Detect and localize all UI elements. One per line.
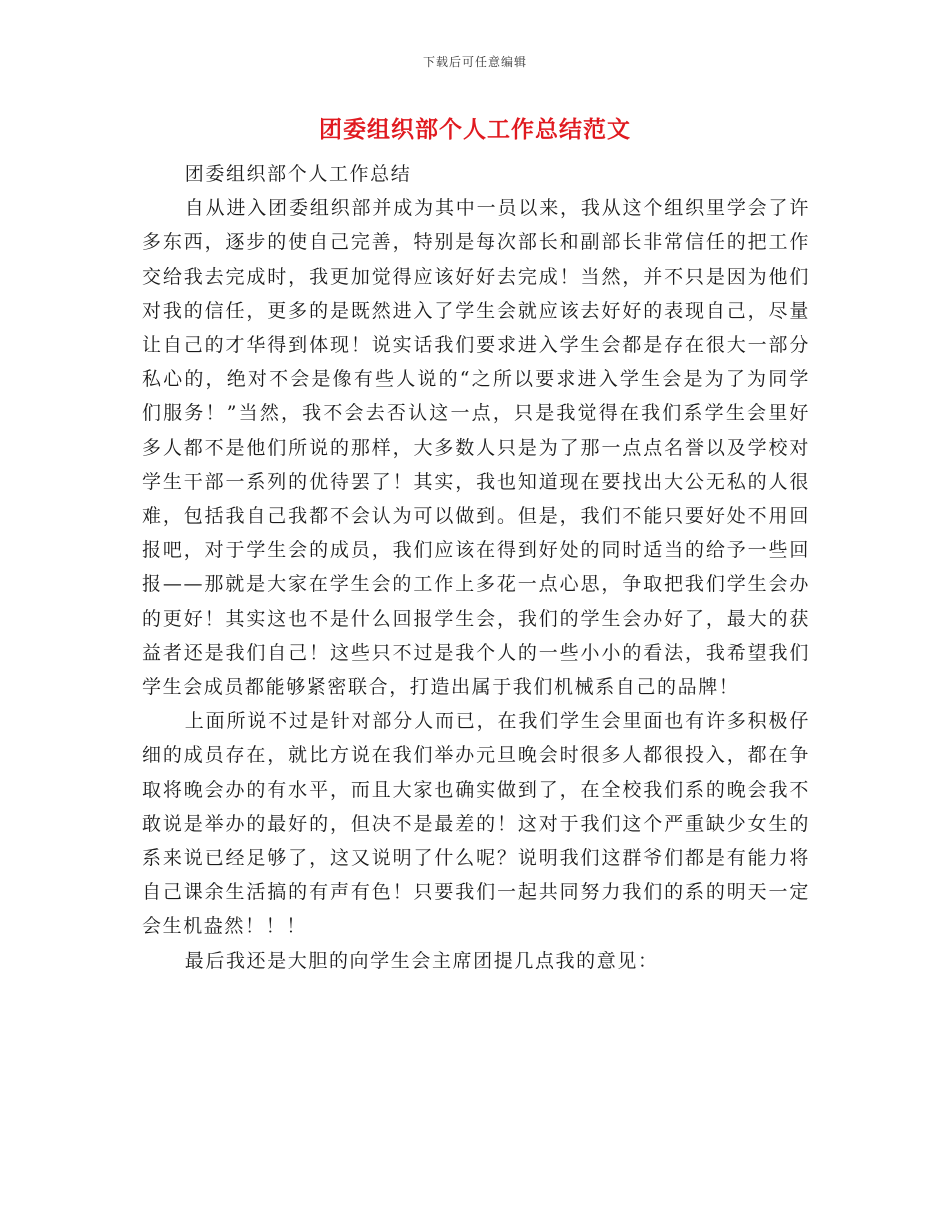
paragraph-1: 自从进入团委组织部并成为其中一员以来，我从这个组织里学会了许多东西，逐步的使自己完善，特别是每次部长和副部长非常信任的把工作交给我去完成时，我更加觉得应该好好去完成！当然，并不只是因为他们对我的信任，更多的是既然进入了学生会就应该去好好的表现自己，尽量让自己的才华得到体现！说实话我们要求进入学生会都是存在很大一部分私心的，绝对不会是像有些人说的“之所以要求进入学生会是为了为同学们服务！”当然，我不会去否认这一点，只是我觉得在我们系学生会里好多人都不是他们所说的那样，大多数人只是为了那一点点名誉以及学校对学生干部一系列的优待罢了！其实，我也知道现在要找出大公无私的人很难，包括我自己我都不会认为可以做到。但是，我们不能只要好处不用回报吧，对于学生会的成员，我们应该在得到好处的同时适当的给予一些回报——那就是大家在学生会的工作上多花一点心思，争取把我们学生会办的更好！其实这也不是什么回报学生会，我们的学生会办好了，最大的获益者还是我们自己！这些只不过是我个人的一些小小的看法，我希望我们学生会成员都能够紧密联合，打造出属于我们机械系自己的品牌！ xyxy=(142,197,810,699)
paragraph-2: 上面所说不过是针对部分人而已，在我们学生会里面也有许多积极仔细的成员存在，就比方说在我们举办元旦晚会时很多人都很投入，都在争取将晚会办的有水平，而且大家也确实做到了，在全校我们系的晚会我不敢说是举办的最好的，但决不是最差的！这对于我们这个严重缺少女生的系来说已经足够了，这又说明了什么呢？说明我们这群爷们都是有能力将自己课余生活搞的有声有色！只要我们一起共同努力我们的系的明天一定会生机盎然！！！ xyxy=(142,710,810,938)
paragraph-3: 最后我还是大胆的向学生会主席团提几点我的意见： xyxy=(184,949,659,972)
document-title: 团委组织部个人工作总结范文 xyxy=(319,117,631,143)
document-body xyxy=(142,157,810,978)
document-subtitle: 团委组织部个人工作总结 xyxy=(184,163,412,185)
header-note: 下载后可任意编辑 xyxy=(422,55,527,69)
